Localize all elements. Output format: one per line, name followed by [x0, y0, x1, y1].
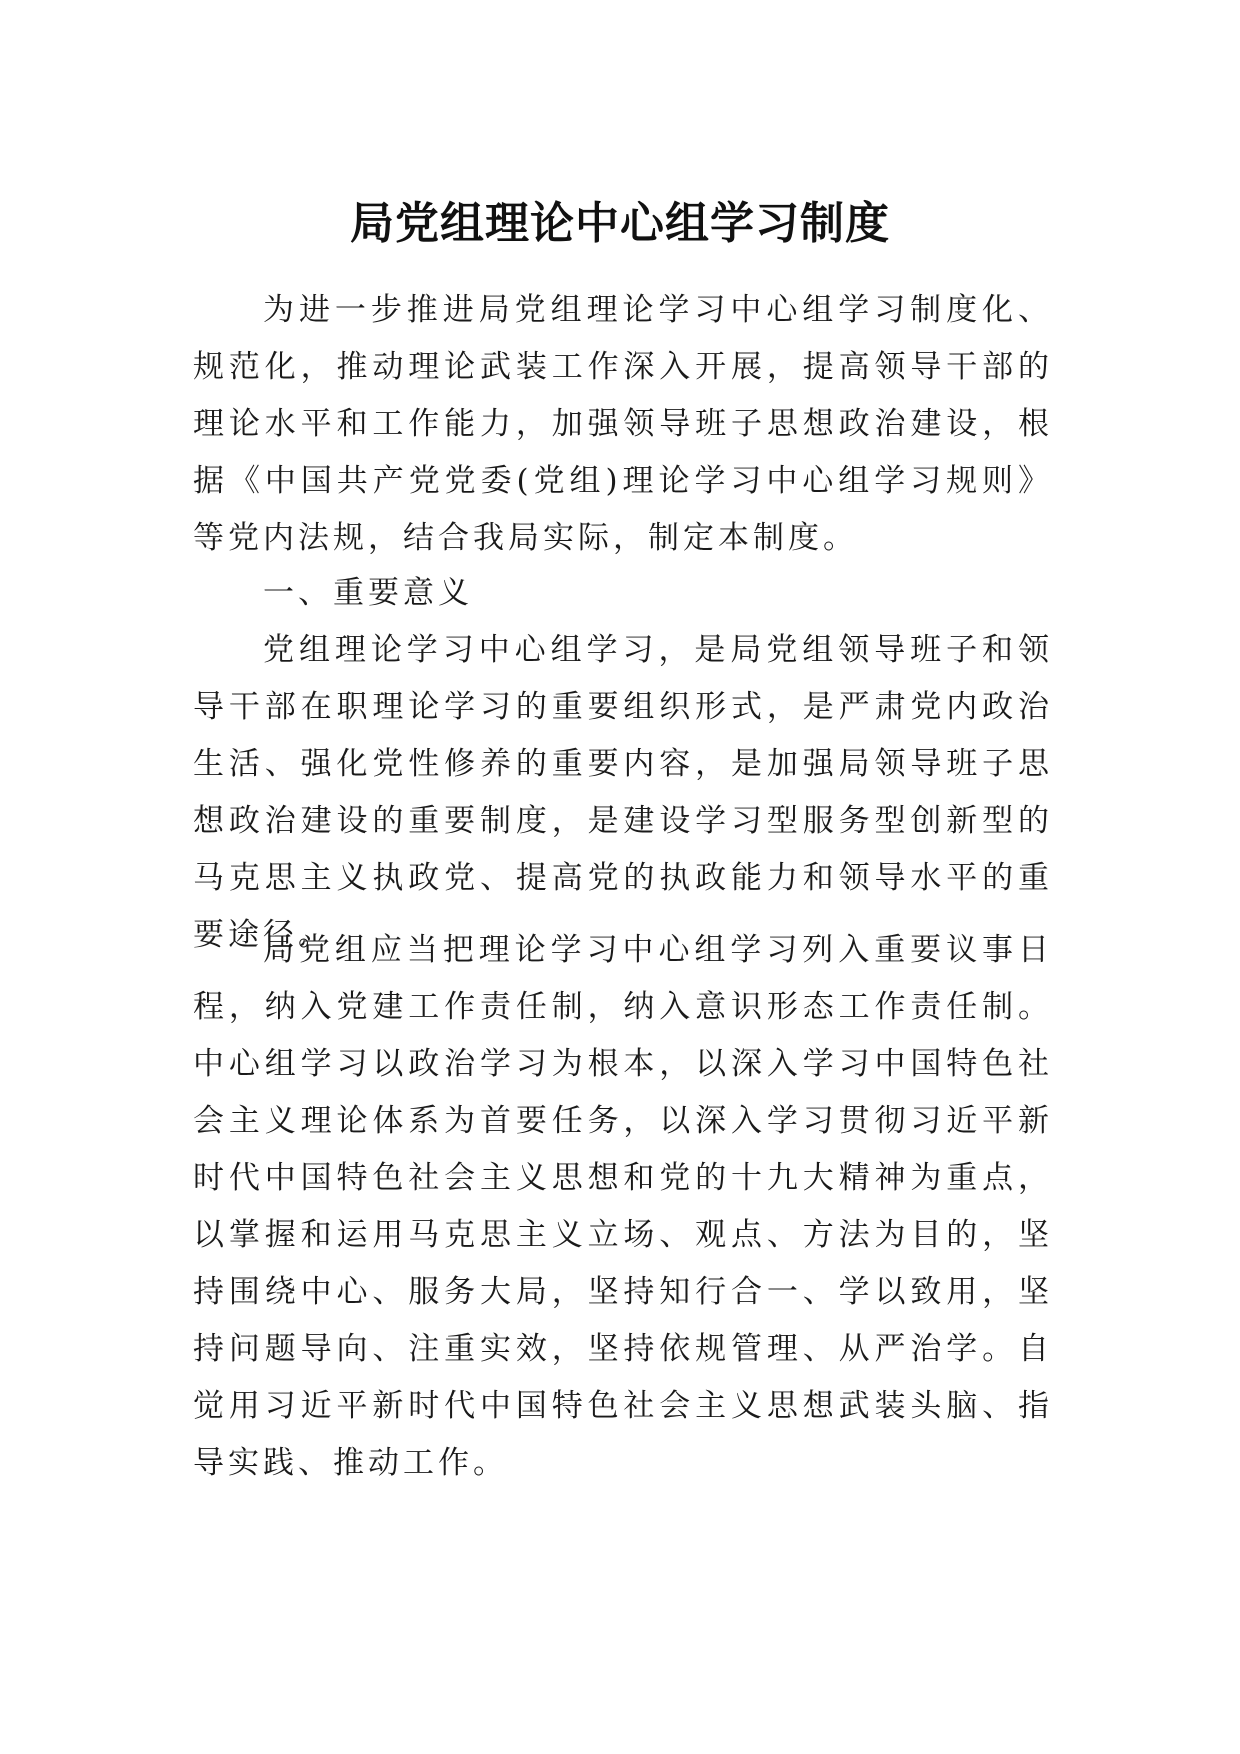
- requirements-paragraph: [193, 922, 1053, 1492]
- requirements-paragraph-text: 局党组应当把理论学习中心组学习列入重要议事日程，纳入党建工作责任制，纳入意识形态工作责任制。中心组学习以政治学习为根本，以深入学习中国特色社会主义理论体系为首要任务，以深入学习贯彻习近平新时代中国特色社会主义思想和党的十九大精神为重点，以掌握和运用马克思主义立场、观点、方法为目的，坚持围绕中心、服务大局，坚持知行合一、学以致用，坚持问题导向、注重实效，坚持依规管理、从严治学。自觉用习近平新时代中国特色社会主义思想武装头脑、指导实践、推动工作。: [193, 932, 1053, 1481]
- significance-paragraph: [193, 622, 1053, 964]
- document-title: 局党组理论中心组学习制度: [350, 198, 890, 249]
- intro-paragraph-text: 为进一步推进局党组理论学习中心组学习制度化、规范化，推动理论武装工作深入开展，提高领导干部的理论水平和工作能力，加强领导班子思想政治建设，根据《中国共产党党委(党组)理论学习中心组学习规则》等党内法规，结合我局实际，制定本制度。: [193, 292, 1053, 556]
- intro-paragraph: [193, 282, 1053, 567]
- section-heading-text: 一、重要意义: [263, 575, 473, 611]
- section-heading-significance: [193, 565, 1053, 622]
- significance-paragraph-text: 党组理论学习中心组学习，是局党组领导班子和领导干部在职理论学习的重要组织形式，是严肃党内政治生活、强化党性修养的重要内容，是加强局领导班子思想政治建设的重要制度，是建设学习型服务型创新型的马克思主义执政党、提高党的执政能力和领导水平的重要途径。: [193, 632, 1053, 953]
